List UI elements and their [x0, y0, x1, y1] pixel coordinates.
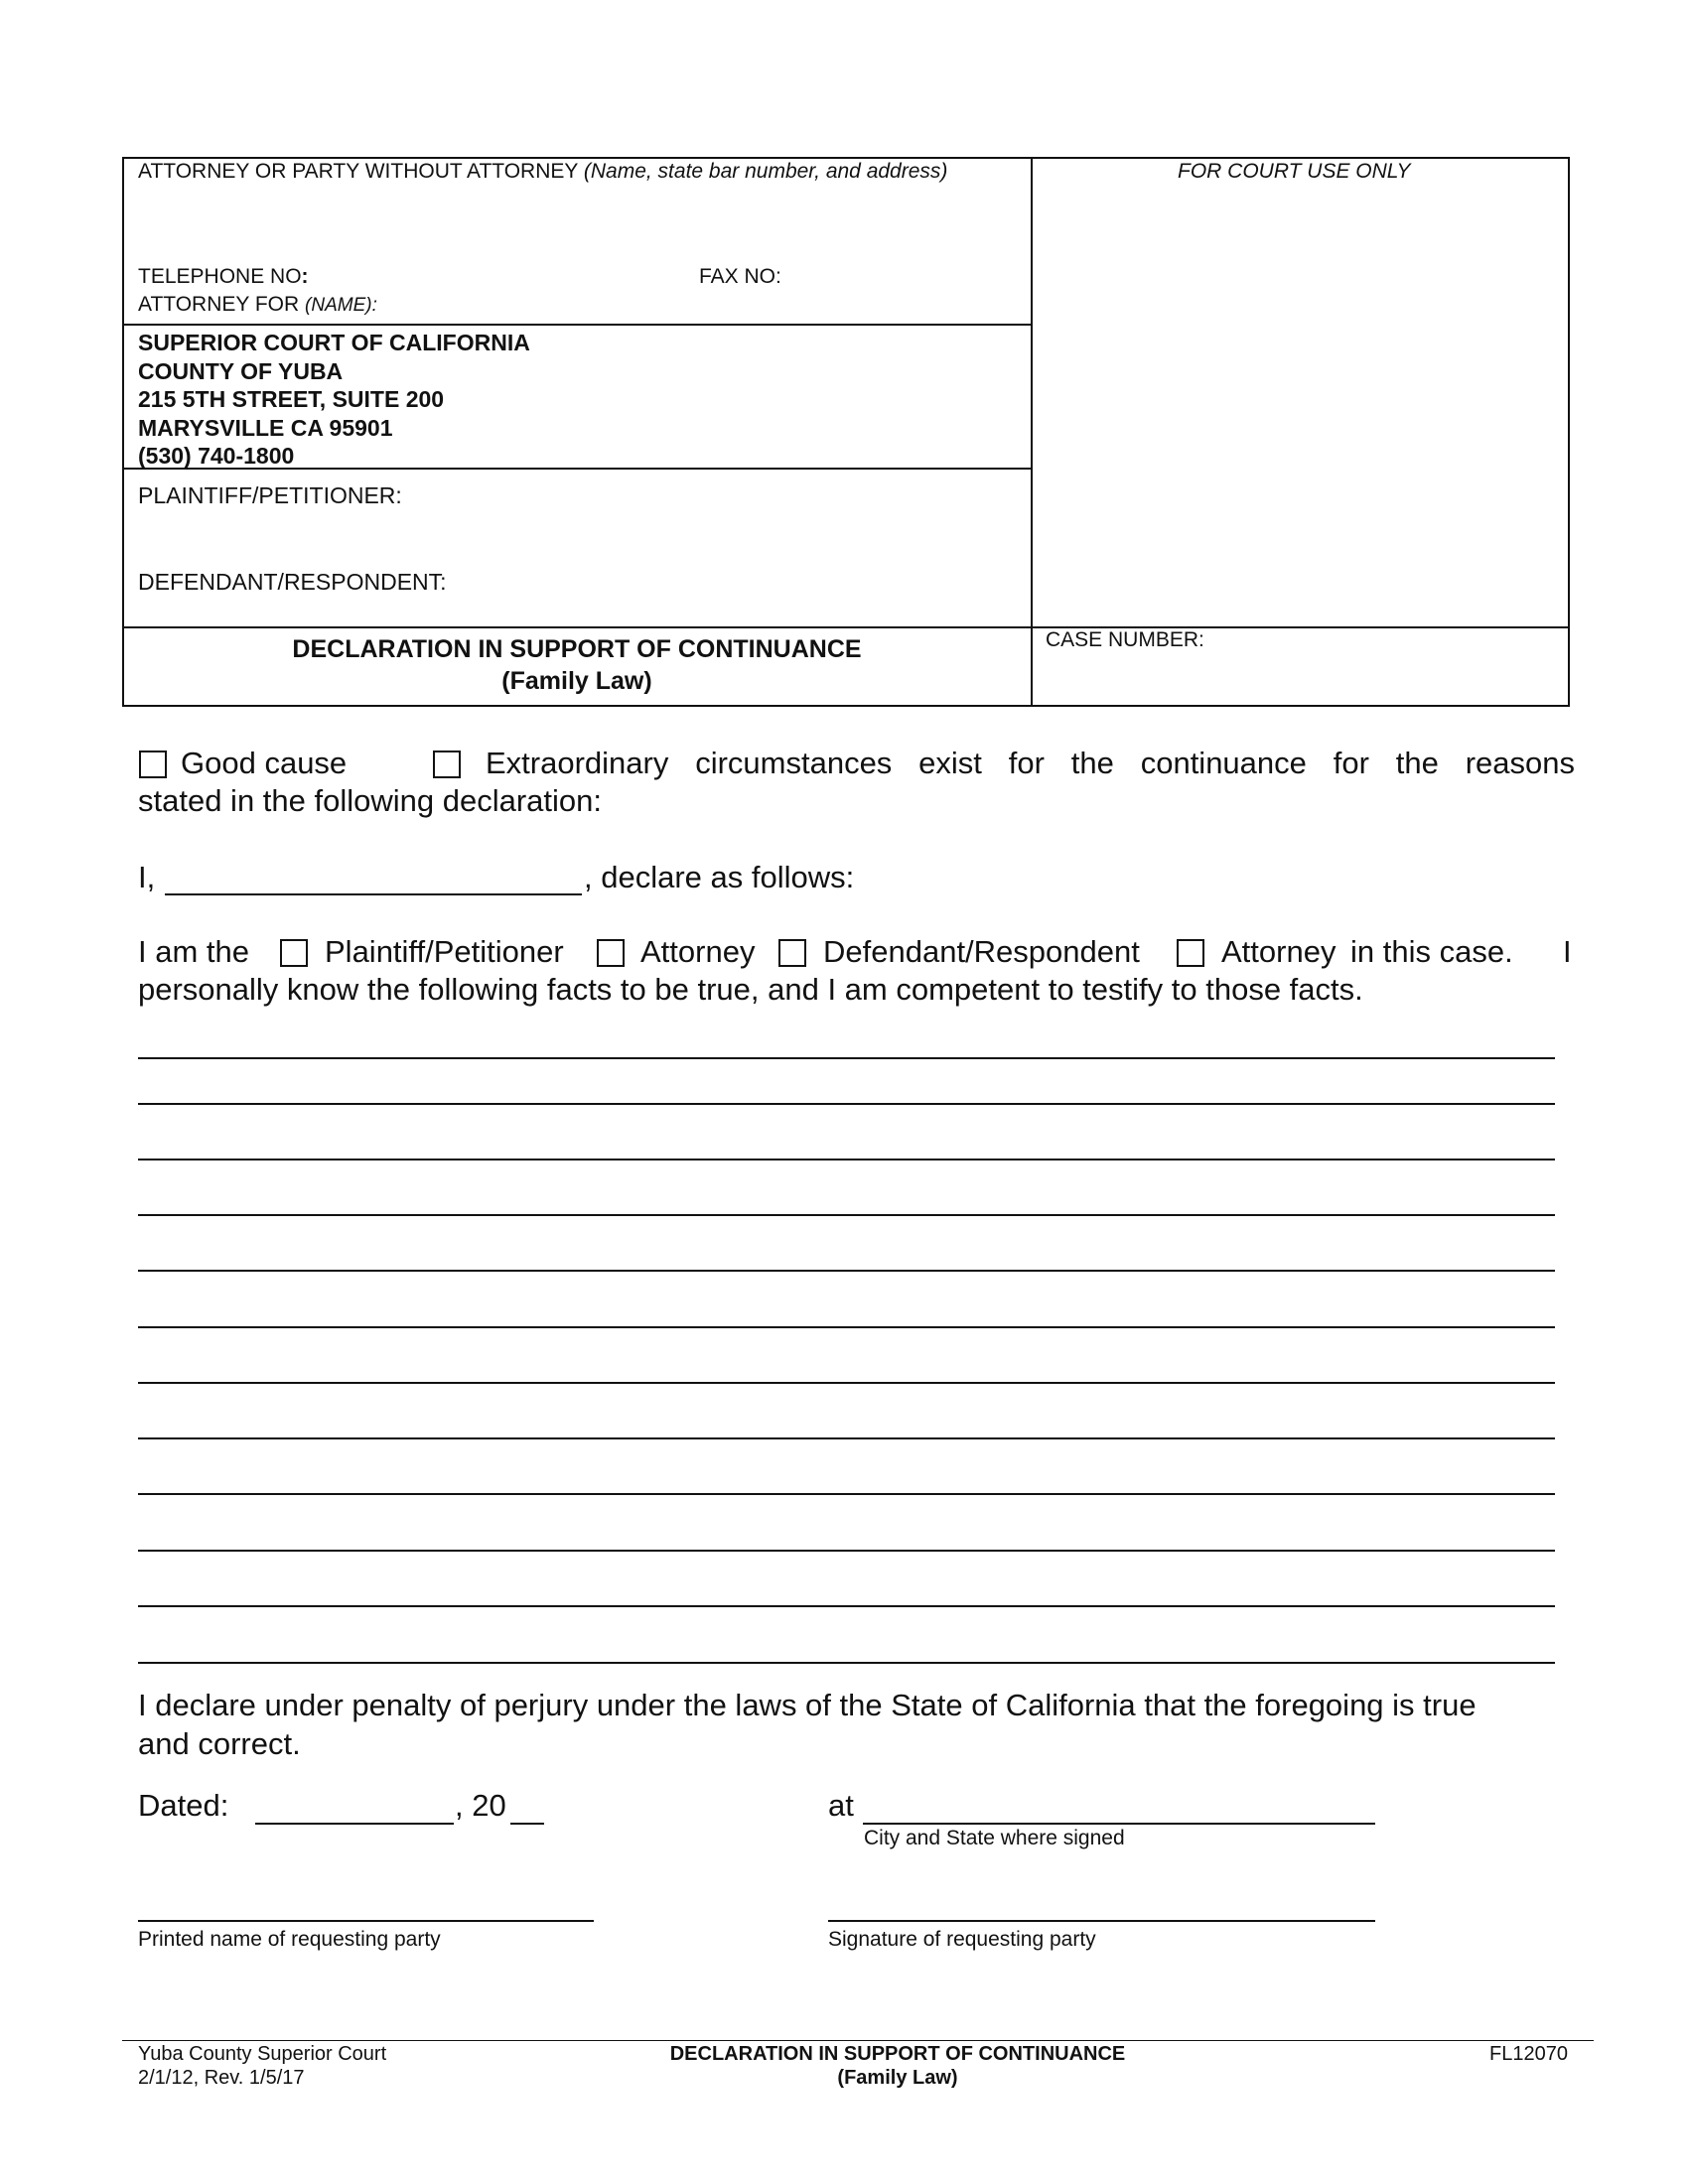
at-label: at — [828, 1788, 854, 1823]
extraordinary-checkbox[interactable] — [433, 751, 461, 778]
fax-label[interactable]: FAX NO: — [699, 265, 781, 288]
signature-field[interactable] — [828, 1920, 1375, 1922]
telephone-field[interactable] — [138, 265, 309, 289]
attorney-for-field[interactable] — [138, 293, 377, 317]
role-option-defendant: Defendant/Respondent — [823, 934, 1140, 969]
role-tail: I — [1563, 934, 1572, 969]
declaration-line[interactable] — [138, 1103, 1555, 1105]
role-option-defendant-attorney: Attorney — [1221, 934, 1336, 969]
attorney-for-note: (NAME): — [305, 295, 377, 316]
court-street: 215 5TH STREET, SUITE 200 — [138, 386, 445, 412]
court-city: MARYSVILLE CA 95901 — [138, 414, 393, 441]
footer-form-number: FL12070 — [1489, 2043, 1568, 2065]
extraordinary-label: Extraordinary circumstances exist for the continuance for the reasons — [486, 746, 1575, 780]
footer-title: DECLARATION IN SUPPORT OF CONTINUANCE — [669, 2043, 1126, 2065]
attorney-for-label: ATTORNEY FOR — [138, 293, 300, 316]
footer-court: Yuba County Superior Court — [138, 2043, 387, 2065]
role-line-2: personally know the following facts to be true, and I am competent to testify to those facts. — [138, 972, 1363, 1007]
declare-prefix: I, — [138, 860, 156, 894]
year-field[interactable] — [510, 1823, 544, 1825]
declaration-line[interactable] — [138, 1057, 1555, 1059]
role-suffix: in this case. — [1350, 934, 1513, 969]
court-name: SUPERIOR COURT OF CALIFORNIA — [138, 330, 530, 355]
declaration-line[interactable] — [138, 1662, 1555, 1664]
role-checkbox-plaintiff-attorney[interactable] — [597, 939, 625, 967]
defendant-label[interactable]: DEFENDANT/RESPONDENT: — [138, 569, 447, 595]
declaration-line[interactable] — [138, 1605, 1555, 1607]
plaintiff-label[interactable]: PLAINTIFF/PETITIONER: — [138, 482, 402, 508]
role-option-plaintiff: Plaintiff/Petitioner — [325, 934, 564, 969]
signature-caption: Signature of requesting party — [828, 1928, 1096, 1951]
role-option-plaintiff-attorney: Attorney — [640, 934, 756, 969]
court-use-label: FOR COURT USE ONLY — [1178, 160, 1411, 183]
city-state-field[interactable] — [863, 1823, 1375, 1825]
telephone-colon: : — [301, 265, 309, 288]
good-cause-label: Good cause — [181, 746, 348, 780]
court-address — [138, 329, 530, 471]
role-prefix: I am the — [138, 934, 249, 969]
printed-name-field[interactable] — [138, 1920, 594, 1922]
city-caption: City and State where signed — [864, 1827, 1125, 1849]
date-field[interactable] — [255, 1823, 454, 1825]
role-checkbox-plaintiff[interactable] — [280, 939, 308, 967]
perjury-line-2: and correct. — [138, 1726, 301, 1761]
declaration-line[interactable] — [138, 1159, 1555, 1160]
cause-continuation: stated in the following declaration: — [138, 783, 603, 818]
declaration-line[interactable] — [138, 1270, 1555, 1272]
perjury-line-1: I declare under penalty of perjury under the laws of the State of California that the foregoing is true — [138, 1688, 1477, 1722]
declaration-line[interactable] — [138, 1437, 1555, 1439]
court-phone: (530) 740-1800 — [138, 443, 295, 469]
attorney-heading — [138, 160, 947, 184]
footer-subtitle: (Family Law) — [837, 2067, 958, 2089]
declaration-line[interactable] — [138, 1382, 1555, 1384]
declaration-line[interactable] — [138, 1550, 1555, 1552]
good-cause-checkbox[interactable] — [139, 751, 167, 778]
attorney-label: ATTORNEY OR PARTY WITHOUT ATTORNEY — [138, 160, 579, 183]
printed-name-caption: Printed name of requesting party — [138, 1928, 441, 1951]
role-checkbox-defendant-attorney[interactable] — [1177, 939, 1204, 967]
caption-divider-court — [122, 324, 1032, 326]
form-title: DECLARATION IN SUPPORT OF CONTINUANCE — [292, 635, 862, 663]
declare-suffix: , declare as follows: — [584, 860, 855, 894]
attorney-note: (Name, state bar number, and address) — [583, 160, 948, 183]
role-checkbox-defendant[interactable] — [778, 939, 806, 967]
declarant-name-field[interactable] — [165, 893, 582, 895]
caption-vertical-divider — [1031, 157, 1033, 707]
form-subtitle: (Family Law) — [501, 667, 652, 695]
dated-label: Dated: — [138, 1788, 229, 1823]
declaration-line[interactable] — [138, 1214, 1555, 1216]
year-prefix: , 20 — [455, 1788, 506, 1823]
caption-divider-title — [122, 626, 1570, 628]
declaration-line[interactable] — [138, 1326, 1555, 1328]
court-county: COUNTY OF YUBA — [138, 357, 344, 384]
declaration-line[interactable] — [138, 1493, 1555, 1495]
telephone-label: TELEPHONE NO — [138, 265, 302, 288]
footer-revision: 2/1/12, Rev. 1/5/17 — [138, 2067, 305, 2089]
footer-rule — [122, 2040, 1594, 2041]
case-number-label[interactable]: CASE NUMBER: — [1046, 628, 1204, 651]
